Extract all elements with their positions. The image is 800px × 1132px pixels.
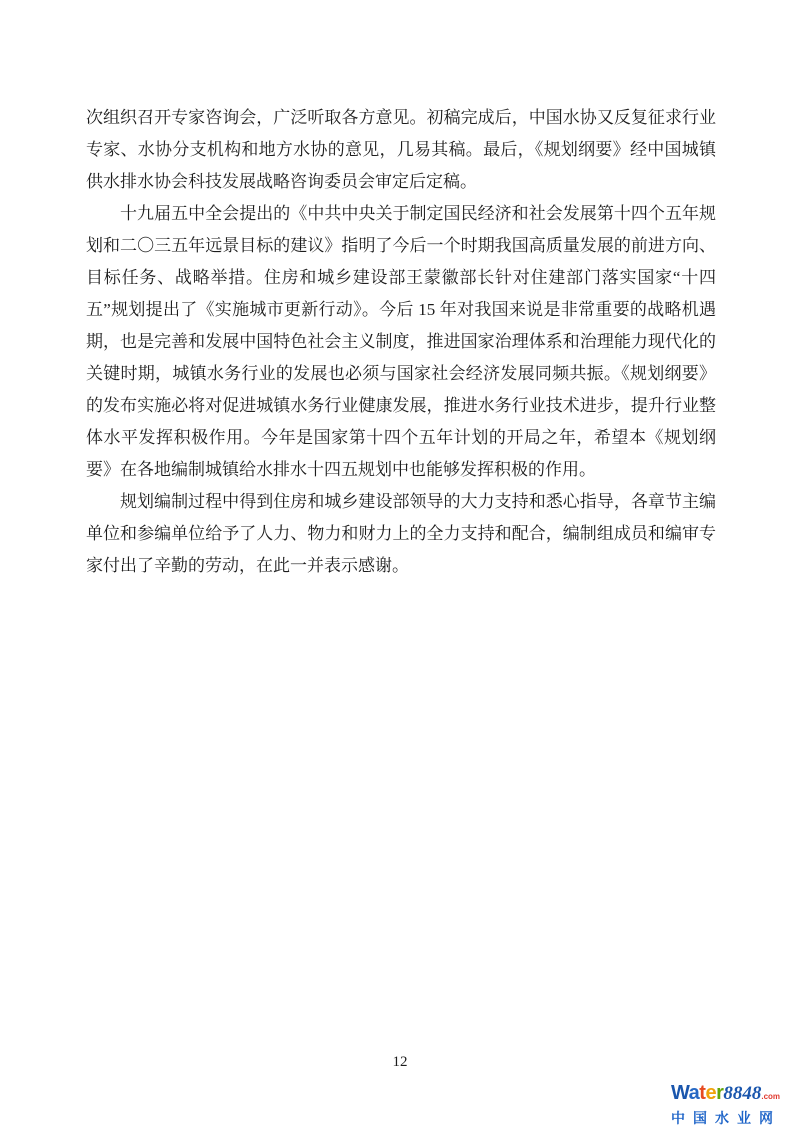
logo-letter-w: W xyxy=(671,1082,689,1104)
logo-brand-line xyxy=(671,1082,797,1108)
page-number: 12 xyxy=(392,1054,408,1070)
water8848-logo xyxy=(671,1082,797,1125)
document-body xyxy=(86,102,716,582)
logo-brand-tld: .com xyxy=(761,1092,781,1101)
paragraph: 次组织召开专家咨询会，广泛听取各方意见。初稿完成后，中国水协又反复征求行业专家、水协分支机构和地方水协的意见，几易其稿。最后，《规划纲要》经中国城镇供水排水协会科技发展战略咨询委员会审定后定稿。 xyxy=(86,108,716,191)
logo-letter-a: a xyxy=(688,1082,700,1104)
logo-site-name: 中国水业网 xyxy=(671,1110,781,1126)
logo-letter-t: t xyxy=(699,1082,706,1104)
paragraph: 规划编制过程中得到住房和城乡建设部领导的大力支持和悉心指导，各章节主编单位和参编单位给予了人力、物力和财力上的全力支持和配合，编制组成员和编审专家付出了辛勤的劳动，在此一并表示感谢。 xyxy=(86,492,716,575)
logo-letter-e: e xyxy=(705,1082,717,1104)
logo-brand-number: 8848 xyxy=(723,1083,762,1104)
logo-letter-r: r xyxy=(716,1082,724,1104)
logo-brand-word xyxy=(671,1082,723,1104)
paragraph: 十九届五中全会提出的《中共中央关于制定国民经济和社会发展第十四个五年规划和二〇三五年远景目标的建议》指明了今后一个时期我国高质量发展的前进方向、目标任务、战略举措。住房和城乡建设部王蒙徽部长针对住建部门落实国家“十四五”规划提出了《实施城市更新行动》。今后 15 年对我国来说是非常重要的战略机遇期，也是完善和发展中国特色社会主义制度，推进国家治理体系和治理能力现代化的关键时期，城镇水务行业的发展也必须与国家社会经济发展同频共振。《规划纲要》的发布实施必将对促进城镇水务行业健康发展，推进水务行业技术进步，提升行业整体水平发挥积极作用。今年是国家第十四个五年计划的开局之年，希望本《规划纲要》在各地编制城镇给水排水十四五规划中也能够发挥积极的作用。 xyxy=(86,204,716,479)
